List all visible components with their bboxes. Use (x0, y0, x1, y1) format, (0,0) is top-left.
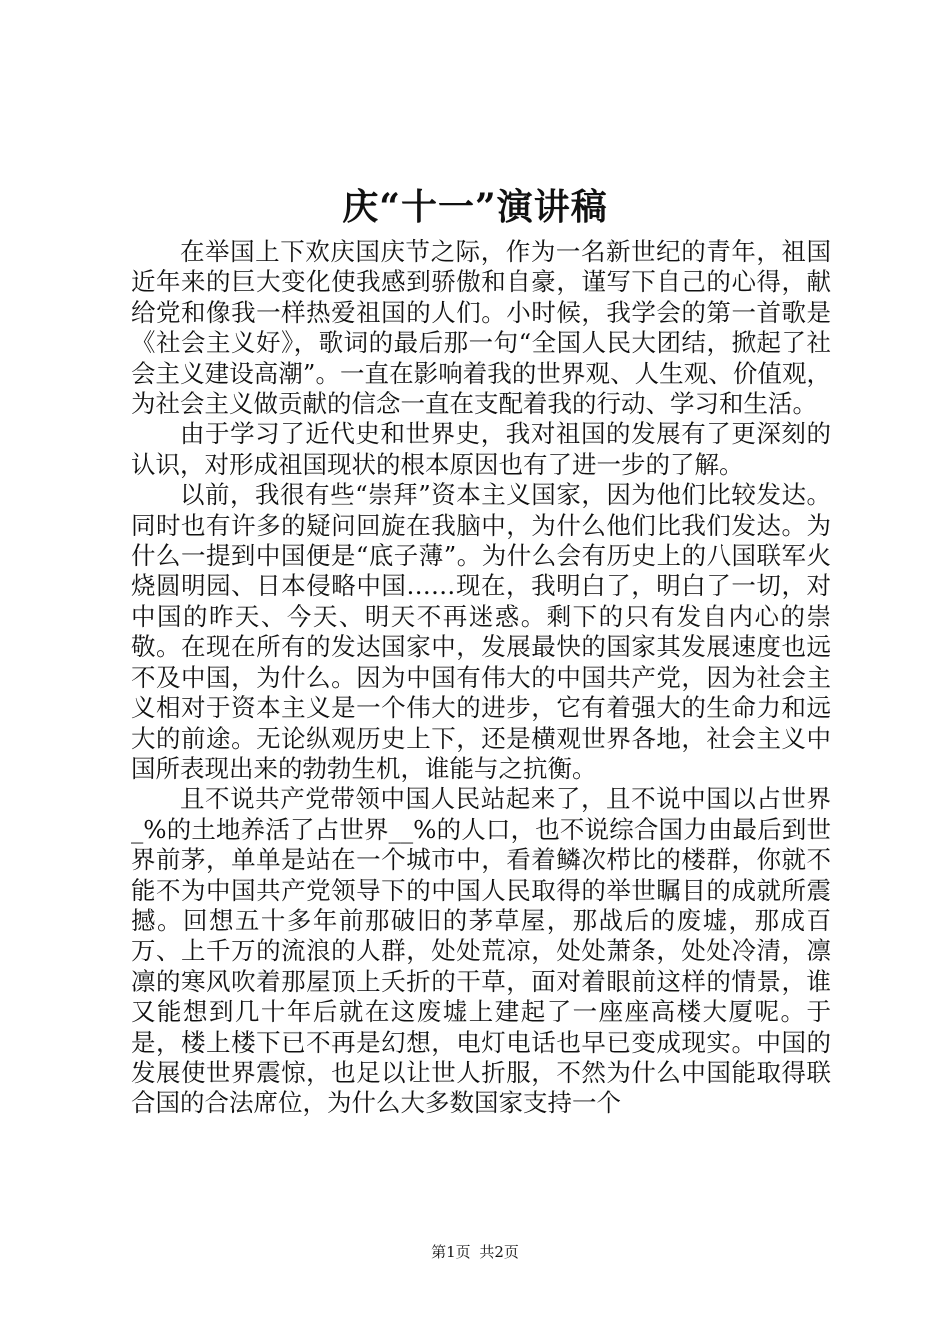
page-title: 庆“十一”演讲稿 (342, 186, 608, 228)
document-body (131, 237, 831, 1119)
page-number-current: 第1页 (431, 1243, 471, 1261)
paragraph-1: 在举国上下欢庆国庆节之际，作为一名新世纪的青年，祖国近年来的巨大变化使我感到骄傲和自豪，谨写下自己的心得，献给党和像我一样热爱祖国的人们。小时候，我学会的第一首歌是《社会主义好》，歌词的最后那一句“全国人民大团结，掀起了社会主义建设高潮”。一直在影响着我的世界观、人生观、价值观，为社会主义做贡献的信念一直在支配着我的行动、学习和生活。 (131, 237, 831, 419)
page-footer (0, 1242, 950, 1262)
page-number-total: 共2页 (479, 1243, 519, 1261)
paragraph-2: 由于学习了近代史和世界史，我对祖国的发展有了更深刻的认识，对形成祖国现状的根本原因也有了进一步的了解。 (131, 419, 831, 479)
paragraph-3: 以前，我很有些“崇拜”资本主义国家，因为他们比较发达。同时也有许多的疑问回旋在我脑中，为什么他们比我们发达。为什么一提到中国便是“底子薄”。为什么会有历史上的八国联军火烧圆明园、日本侵略中国……现在，我明白了，明白了一切，对中国的昨天、今天、明天不再迷惑。剩下的只有发自内心的崇敬。在现在所有的发达国家中，发展最快的国家其发展速度也远不及中国，为什么。因为中国有伟大的中国共产党，因为社会主义相对于资本主义是一个伟大的进步，它有着强大的生命力和远大的前途。无论纵观历史上下，还是横观世界各地，社会主义中国所表现出来的勃勃生机，谁能与之抗衡。 (131, 480, 831, 783)
paragraph-4: 且不说共产党带领中国人民站起来了，且不说中国以占世界_%的土地养活了占世界__%的人口，也不说综合国力由最后到世界前茅，单单是站在一个城市中，看着鳞次栉比的楼群，你就不能不为中国共产党领导下的中国人民取得的举世瞩目的成就所震撼。回想五十多年前那破旧的茅草屋，那战后的废墟，那成百万、上千万的流浪的人群，处处荒凉，处处萧条，处处冷清，凛凛的寒风吹着那屋顶上夭折的干草，面对着眼前这样的情景，谁又能想到几十年后就在这废墟上建起了一座座高楼大厦呢。于是，楼上楼下已不再是幻想，电灯电话也早已变成现实。中国的发展使世界震惊，也足以让世人折服，不然为什么中国能取得联合国的合法席位，为什么大多数国家支持一个 (131, 784, 831, 1118)
